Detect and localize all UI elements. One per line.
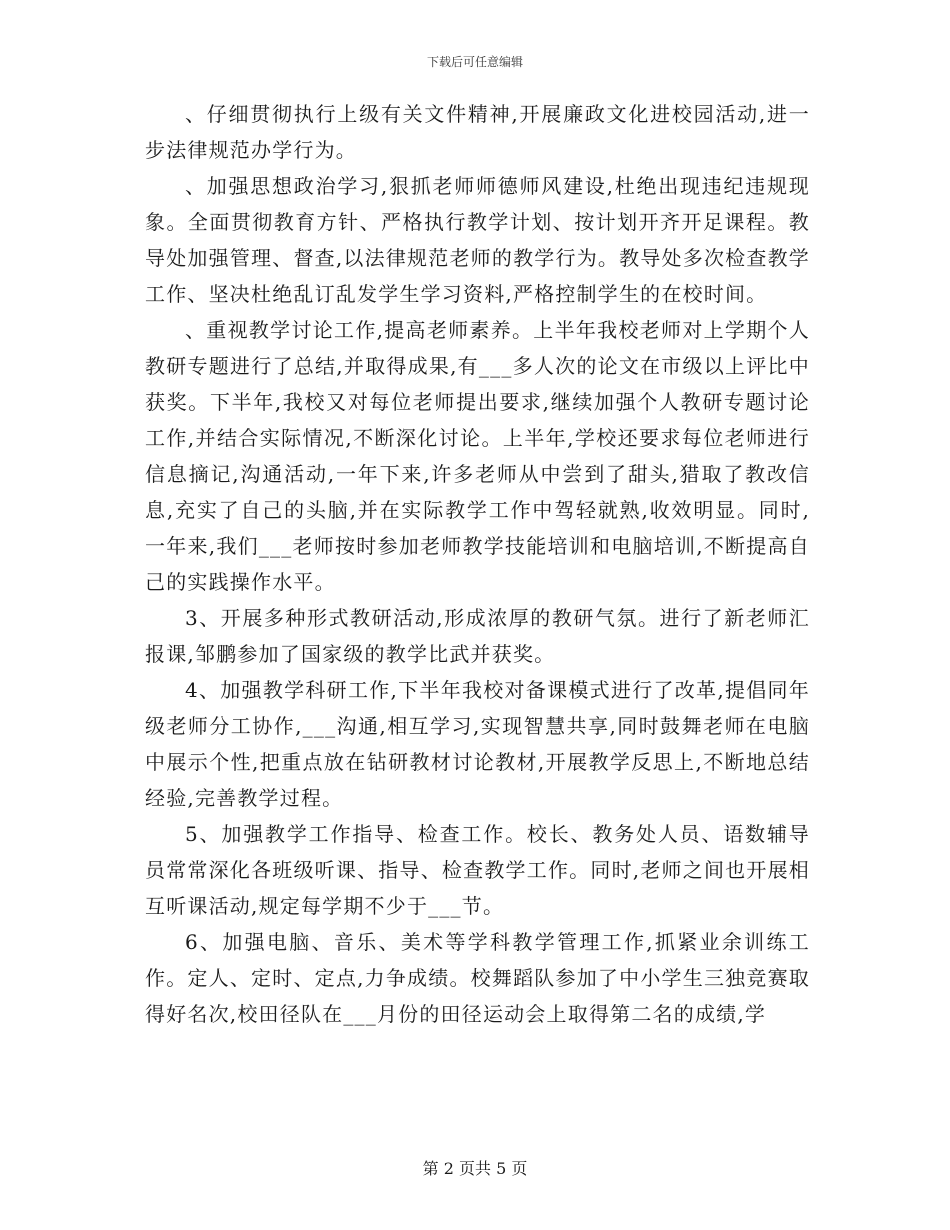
paragraph-5: 4、加强教学科研工作,下半年我校对备课模式进行了改革,提倡同年级老师分工协作,___沟通,相互学习,实现智慧共享,同时鼓舞老师在电脑中展示个性,把重点放在钻研教材讨论教材,开展教学反思上,不断地总结经验,完善教学过程。 (145, 678, 810, 810)
paragraph-4: 3、开展多种形式教研活动,形成浓厚的教研气氛。进行了新老师汇报课,邹鹏参加了国家级的教学比武并获奖。 (145, 606, 810, 666)
document-body (145, 96, 810, 1032)
page-number-footer: 第 2 页共 5 页 (422, 1159, 528, 1178)
paragraph-6: 5、加强教学工作指导、检查工作。校长、教务处人员、语数辅导员常常深化各班级听课、指导、检查教学工作。同时,老师之间也开展相互听课活动,规定每学期不少于___节。 (145, 822, 810, 918)
page-header-note: 下载后可任意编辑 (426, 55, 523, 69)
paragraph-3: 、重视教学讨论工作,提高老师素养。上半年我校老师对上学期个人教研专题进行了总结,并取得成果,有___多人次的论文在市级以上评比中获奖。下半年,我校又对每位老师提出要求,继续加强个人教研专题讨论工作,并结合实际情况,不断深化讨论。上半年,学校还要求每位老师进行信息摘记,沟通活动,一年下来,许多老师从中尝到了甜头,猎取了教改信息,充实了自己的头脑,并在实际教学工作中驾轻就熟,收效明显。同时,一年来,我们___老师按时参加老师教学技能培训和电脑培训,不断提高自己的实践操作水平。 (145, 318, 810, 594)
paragraph-1: 、仔细贯彻执行上级有关文件精神,开展廉政文化进校园活动,进一步法律规范办学行为。 (145, 102, 810, 162)
paragraph-7: 6、加强电脑、音乐、美术等学科教学管理工作,抓紧业余训练工作。定人、定时、定点,力争成绩。校舞蹈队参加了中小学生三独竞赛取得好名次,校田径队在___月份的田径运动会上取得第二名的成绩,学 (145, 930, 810, 1026)
paragraph-2: 、加强思想政治学习,狠抓老师师德师风建设,杜绝出现违纪违规现象。全面贯彻教育方针、严格执行教学计划、按计划开齐开足课程。教导处加强管理、督查,以法律规范老师的教学行为。教导处多次检查教学工作、坚决杜绝乱订乱发学生学习资料,严格控制学生的在校时间。 (145, 174, 810, 306)
